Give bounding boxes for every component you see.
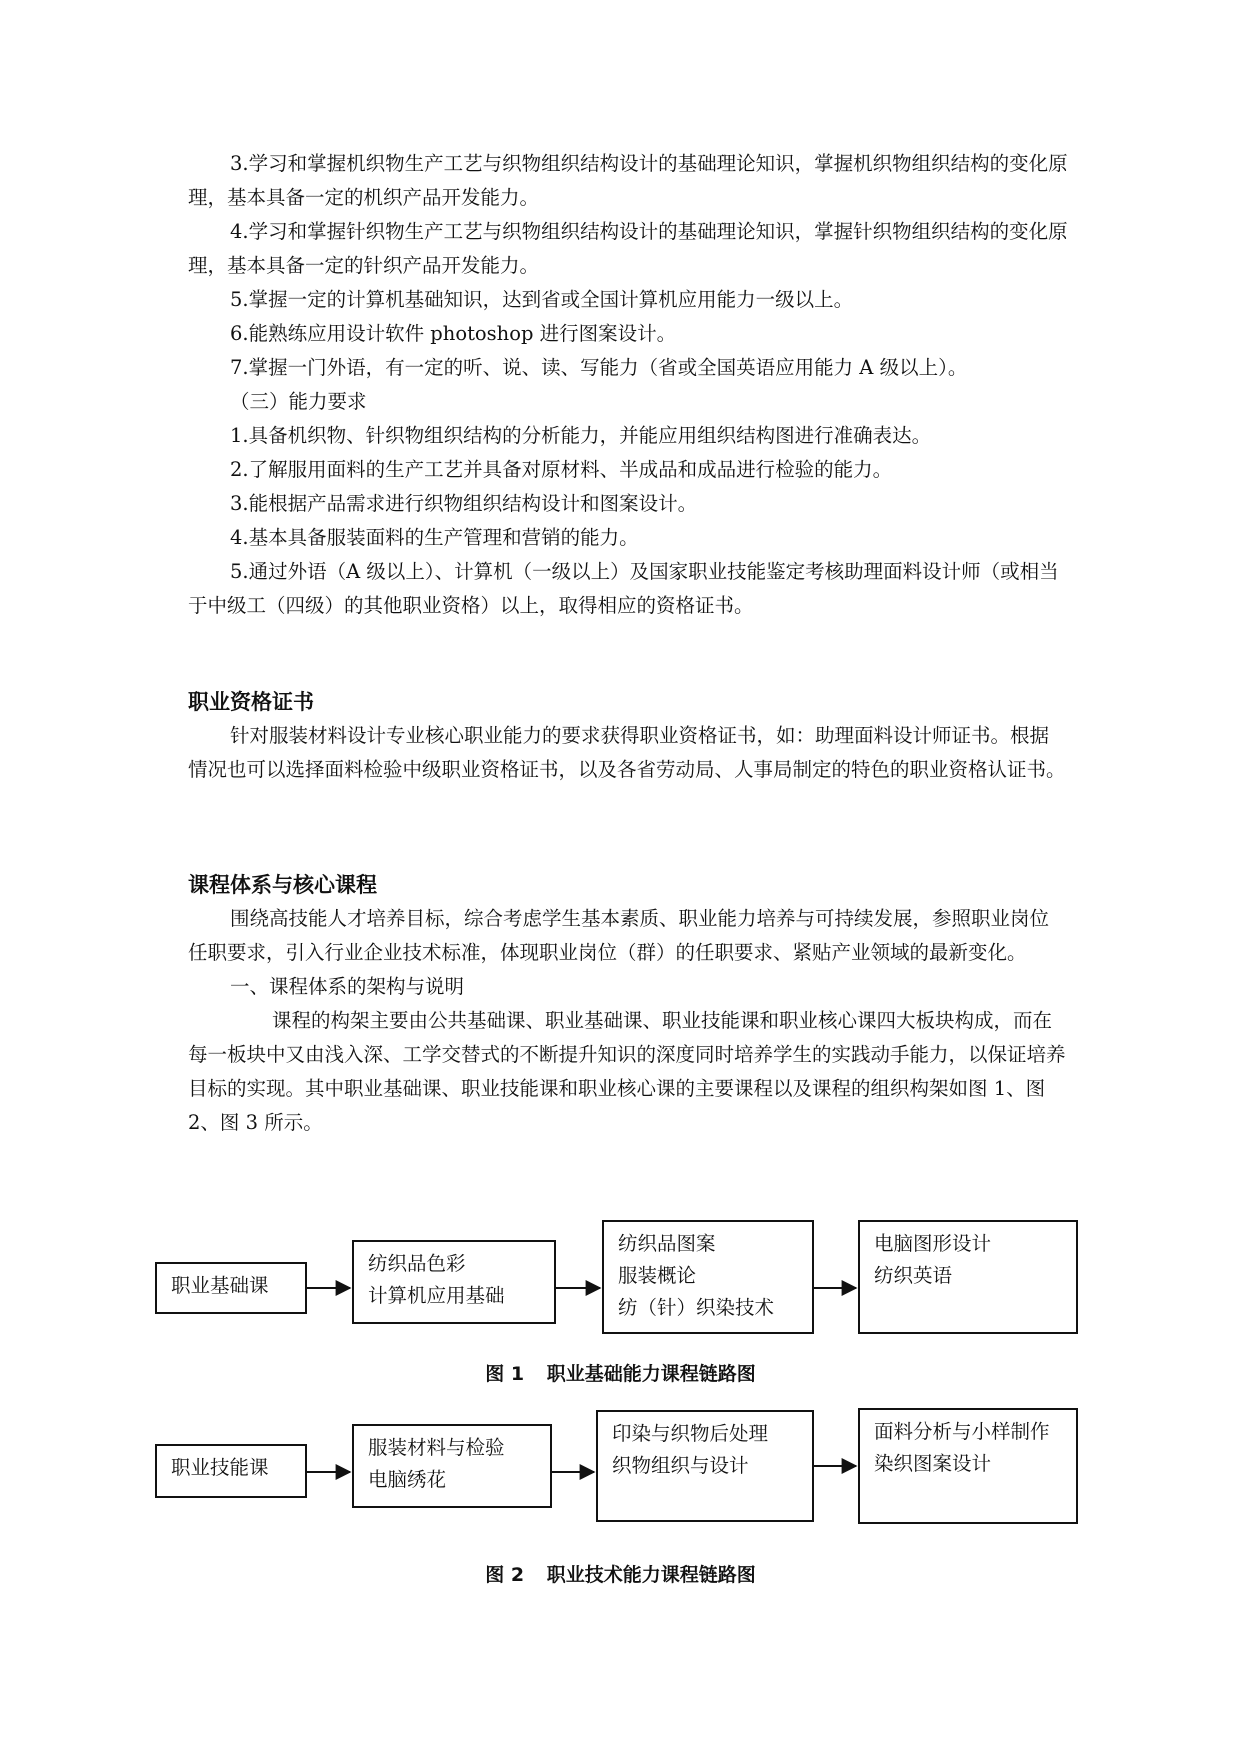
knowledge-item: 3.学习和掌握机织物生产工艺与织物组织结构设计的基础理论知识，掌握机织物组织结构的变化原理，基本具备一定的机织产品开发能力。 bbox=[188, 152, 1068, 209]
ability-item: 1.具备机织物、针织物组织结构的分析能力，并能应用组织结构图进行准确表达。 bbox=[230, 424, 932, 447]
course-sub-heading: 一、课程体系的架构与说明 bbox=[230, 975, 465, 998]
fig2-box-2-line: 服装材料与检验 bbox=[368, 1436, 505, 1459]
fig2-box-3-line: 印染与织物后处理 bbox=[612, 1422, 769, 1445]
fig1-caption-number: 图 1 bbox=[485, 1363, 525, 1385]
ability-item: 5.通过外语（A 级以上）、计算机（一级以上）及国家职业技能鉴定考核助理面料设计师（或相当于中级工（四级）的其他职业资格）以上，取得相应的资格证书。 bbox=[188, 560, 1059, 617]
fig1-box-3-line: 服装概论 bbox=[618, 1264, 697, 1287]
knowledge-item: 4.学习和掌握针织物生产工艺与织物组织结构设计的基础理论知识，掌握针织物组织结构的变化原理，基本具备一定的针织产品开发能力。 bbox=[188, 220, 1068, 277]
fig2-box-4-line: 染织图案设计 bbox=[874, 1452, 992, 1475]
fig2-box-3-line: 织物组织与设计 bbox=[612, 1454, 749, 1477]
fig1-box-4-line: 电脑图形设计 bbox=[874, 1232, 992, 1255]
knowledge-item: 6.能熟练应用设计软件 photoshop 进行图案设计。 bbox=[230, 322, 677, 345]
fig1-box-4-line: 纺织英语 bbox=[874, 1264, 953, 1287]
knowledge-item: 7.掌握一门外语，有一定的听、说、读、写能力（省或全国英语应用能力 A 级以上）。 bbox=[230, 356, 968, 379]
ability-item: 2.了解服用面料的生产工艺并具备对原材料、半成品和成品进行检验的能力。 bbox=[230, 458, 893, 481]
fig2-box-4-line: 面料分析与小样制作 bbox=[874, 1420, 1050, 1443]
fig2-box-2-line: 电脑绣花 bbox=[368, 1468, 447, 1491]
ability-item: 4.基本具备服装面料的生产管理和营销的能力。 bbox=[230, 526, 639, 549]
fig1-box-2-line: 计算机应用基础 bbox=[368, 1284, 505, 1307]
fig2-caption-number: 图 2 bbox=[485, 1564, 525, 1586]
fig1-box-3-line: 纺织品图案 bbox=[618, 1232, 716, 1255]
cert-section-body: 针对服装材料设计专业核心职业能力的要求获得职业资格证书，如：助理面料设计师证书。根据情况也可以选择面料检验中级职业资格证书，以及各省劳动局、人事局制定的特色的职业资格认证书。 bbox=[188, 724, 1066, 781]
fig2-caption-text: 职业技术能力课程链路图 bbox=[546, 1564, 756, 1586]
fig1-box-3-line: 纺（针）织染技术 bbox=[618, 1296, 775, 1319]
ability-heading: （三）能力要求 bbox=[230, 390, 367, 413]
course-sub-body: 课程的构架主要由公共基础课、职业基础课、职业技能课和职业核心课四大板块构成，而在每一板块中又由浅入深、工学交替式的不断提升知识的深度同时培养学生的实践动手能力，以保证培养目标的实现。其中职业基础课、职业技能课和职业核心课的主要课程以及课程的组织构架如图 1、图 2、图 3 所示。 bbox=[188, 1009, 1066, 1134]
cert-section-title: 职业资格证书 bbox=[188, 690, 314, 714]
fig1-box-1-line: 职业基础课 bbox=[171, 1274, 269, 1297]
knowledge-item: 5.掌握一定的计算机基础知识，达到省或全国计算机应用能力一级以上。 bbox=[230, 288, 854, 311]
fig2-box-1-line: 职业技能课 bbox=[171, 1456, 269, 1479]
course-section-title: 课程体系与核心课程 bbox=[188, 873, 377, 897]
ability-item: 3.能根据产品需求进行织物组织结构设计和图案设计。 bbox=[230, 492, 698, 515]
course-section-body: 围绕高技能人才培养目标，综合考虑学生基本素质、职业能力培养与可持续发展，参照职业岗位任职要求，引入行业企业技术标准，体现职业岗位（群）的任职要求、紧贴产业领域的最新变化。 bbox=[188, 907, 1050, 964]
fig1-box-2-line: 纺织品色彩 bbox=[368, 1252, 466, 1275]
fig1-caption-text: 职业基础能力课程链路图 bbox=[546, 1363, 756, 1385]
